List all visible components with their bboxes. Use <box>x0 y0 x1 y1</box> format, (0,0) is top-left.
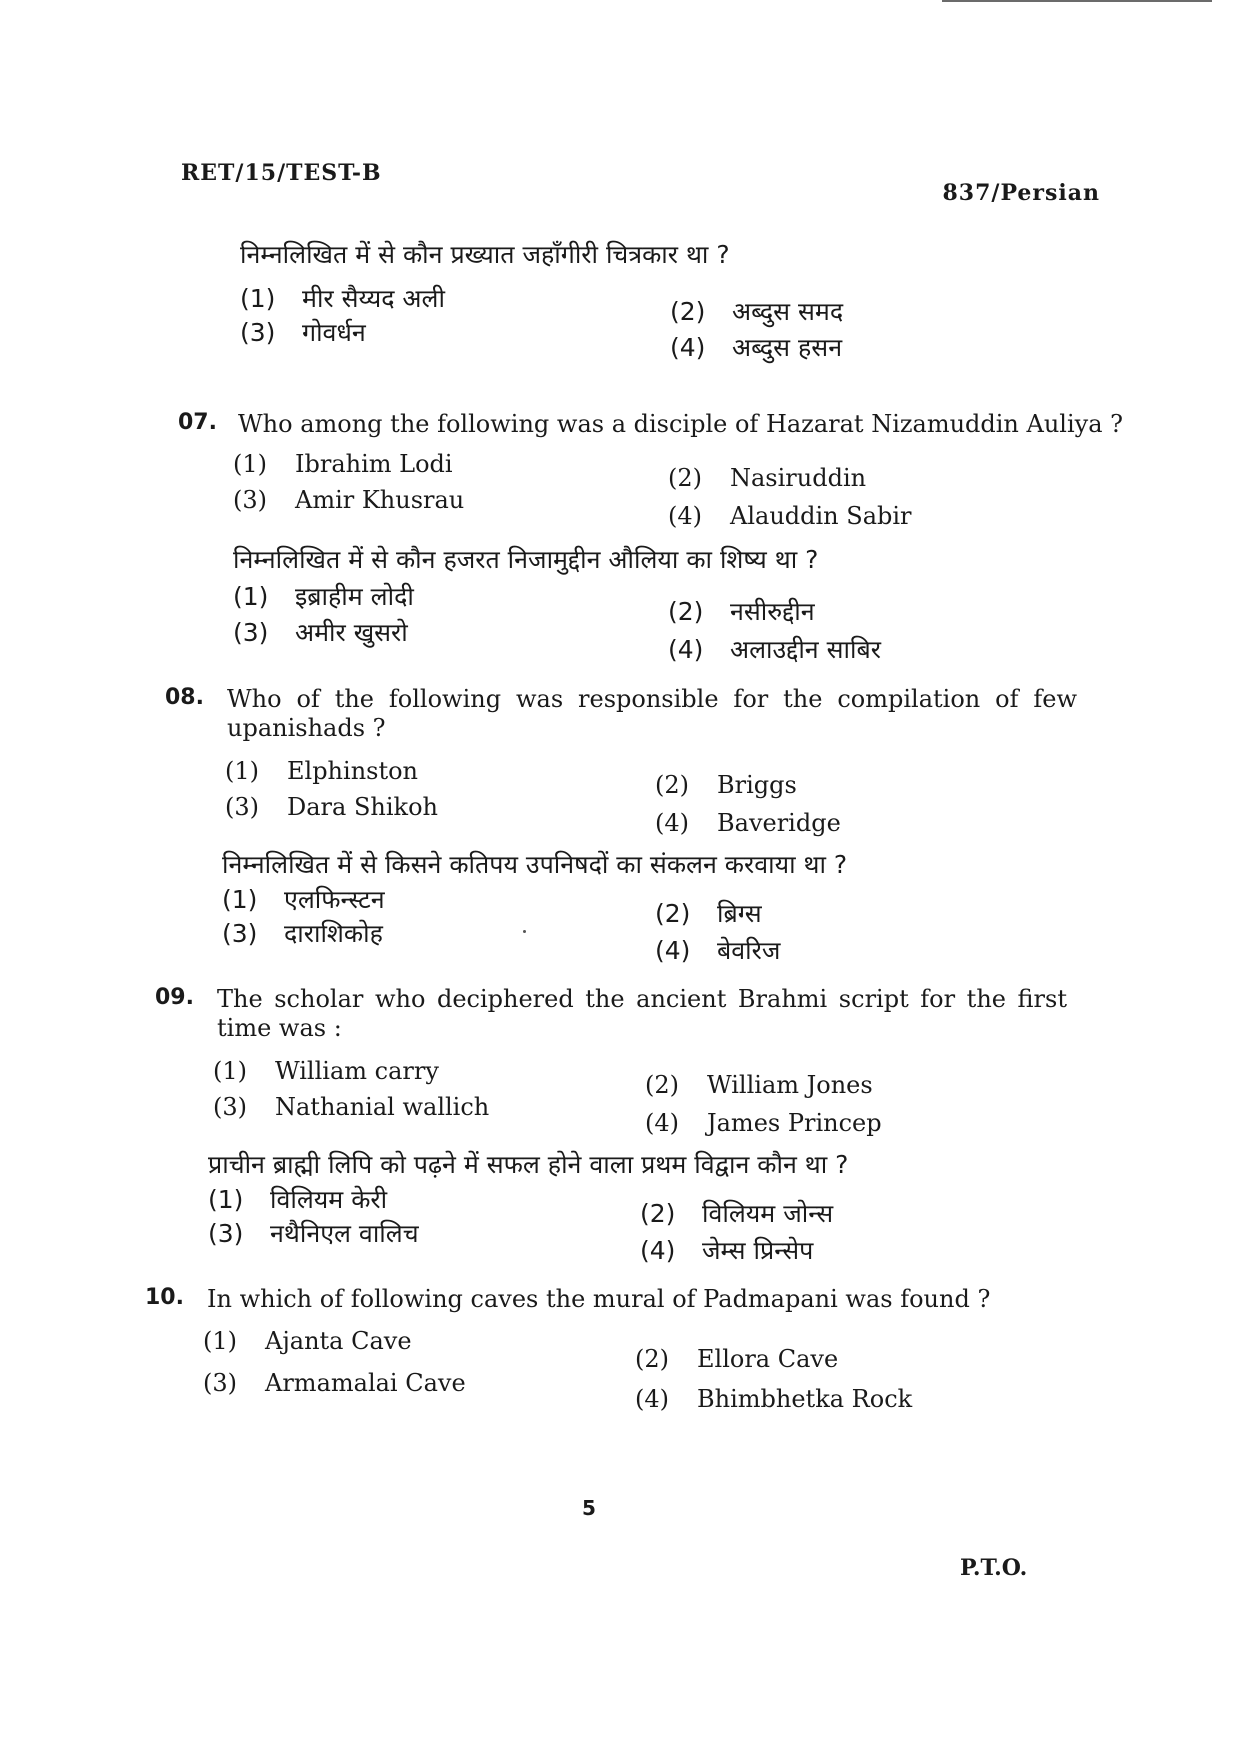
option-1: (1) Elphinston <box>225 757 419 785</box>
hindi-question-text: निम्नलिखित में से किसने कतिपय उपनिषदों का संकलन करवाया था ? <box>222 850 848 879</box>
hindi-option-4: (4) जेम्स प्रिन्सेप <box>640 1236 814 1265</box>
hindi-option-2: (2) ब्रिग्स <box>655 899 762 928</box>
scan-edge-line <box>942 0 1212 2</box>
question-number: 07. <box>178 410 217 435</box>
hindi-option-4: (4) अलाउद्दीन साबिर <box>668 635 881 664</box>
option-2: (2) Briggs <box>655 771 797 799</box>
option-4: (4) Baveridge <box>655 809 841 837</box>
option-4: (4) Alauddin Sabir <box>668 502 912 530</box>
hindi-option-3: (3) नथैनिएल वालिच <box>208 1219 419 1248</box>
hindi-option-4: (4) बेवरिज <box>655 936 781 965</box>
question-07 <box>178 410 1124 670</box>
hindi-question-text: प्राचीन ब्राह्मी लिपि को पढ़ने में सफल होने वाला प्रथम विद्वान कौन था ? <box>208 1150 849 1179</box>
option-1: (1) William carry <box>213 1057 439 1085</box>
scan-speck <box>523 930 526 933</box>
subject-code: 837/Persian <box>942 180 1100 206</box>
question-text: The scholar who deciphered the ancient Brahmi script for the first time was : <box>217 985 1067 1042</box>
hindi-option-1: (1) विलियम केरी <box>208 1185 388 1214</box>
option-2: (2) Ellora Cave <box>635 1345 839 1373</box>
hindi-option-4: (4) अब्दुस हसन <box>670 333 843 362</box>
question-text: Who among the following was a disciple of Hazarat Nizamuddin Auliya ? <box>238 410 1124 438</box>
option-2: (2) Nasiruddin <box>668 464 867 492</box>
option-3: (3) Amir Khusrau <box>233 486 465 514</box>
paper-code: RET/15/TEST-B <box>181 160 382 186</box>
option-1: (1) Ajanta Cave <box>203 1327 412 1355</box>
hindi-option-3: (3) गोवर्धन <box>240 318 366 347</box>
option-4: (4) James Princep <box>645 1109 882 1137</box>
hindi-question-text: निम्नलिखित में से कौन प्रख्यात जहाँगीरी चित्रकार था ? <box>240 240 730 269</box>
hindi-option-1: (1) मीर सैय्यद अली <box>240 284 445 313</box>
option-3: (3) Dara Shikoh <box>225 793 438 821</box>
hindi-option-2: (2) विलियम जोन्स <box>640 1199 834 1228</box>
option-2: (2) William Jones <box>645 1071 873 1099</box>
option-3: (3) Nathanial wallich <box>213 1093 490 1121</box>
question-09 <box>155 985 1085 1275</box>
option-3: (3) Armamalai Cave <box>203 1369 466 1397</box>
hindi-option-2: (2) नसीरुद्दीन <box>668 597 815 626</box>
option-1: (1) Ibrahim Lodi <box>233 450 453 478</box>
question-10 <box>145 1285 1075 1435</box>
question-text: In which of following caves the mural of Padmapani was found ? <box>207 1285 991 1313</box>
question-number: 10. <box>145 1285 184 1310</box>
carryover-question <box>240 240 1140 390</box>
hindi-option-1: (1) इब्राहीम लोदी <box>233 582 414 611</box>
hindi-question-text: निम्नलिखित में से कौन हजरत निजामुद्दीन औलिया का शिष्य था ? <box>233 545 819 574</box>
hindi-option-3: (3) अमीर खुसरो <box>233 618 408 647</box>
question-08 <box>165 685 1095 975</box>
question-text: Who of the following was responsible for the compilation of few upanishads ? <box>227 685 1077 742</box>
hindi-option-2: (2) अब्दुस समद <box>670 297 844 326</box>
question-number: 08. <box>165 685 204 710</box>
question-number: 09. <box>155 985 194 1010</box>
hindi-option-1: (1) एलफिन्स्टन <box>222 885 385 914</box>
hindi-option-3: (3) दाराशिकोह <box>222 919 383 948</box>
please-turn-over: P.T.O. <box>960 1555 1028 1581</box>
page-number: 5 <box>582 1496 596 1520</box>
option-4: (4) Bhimbhetka Rock <box>635 1385 913 1413</box>
